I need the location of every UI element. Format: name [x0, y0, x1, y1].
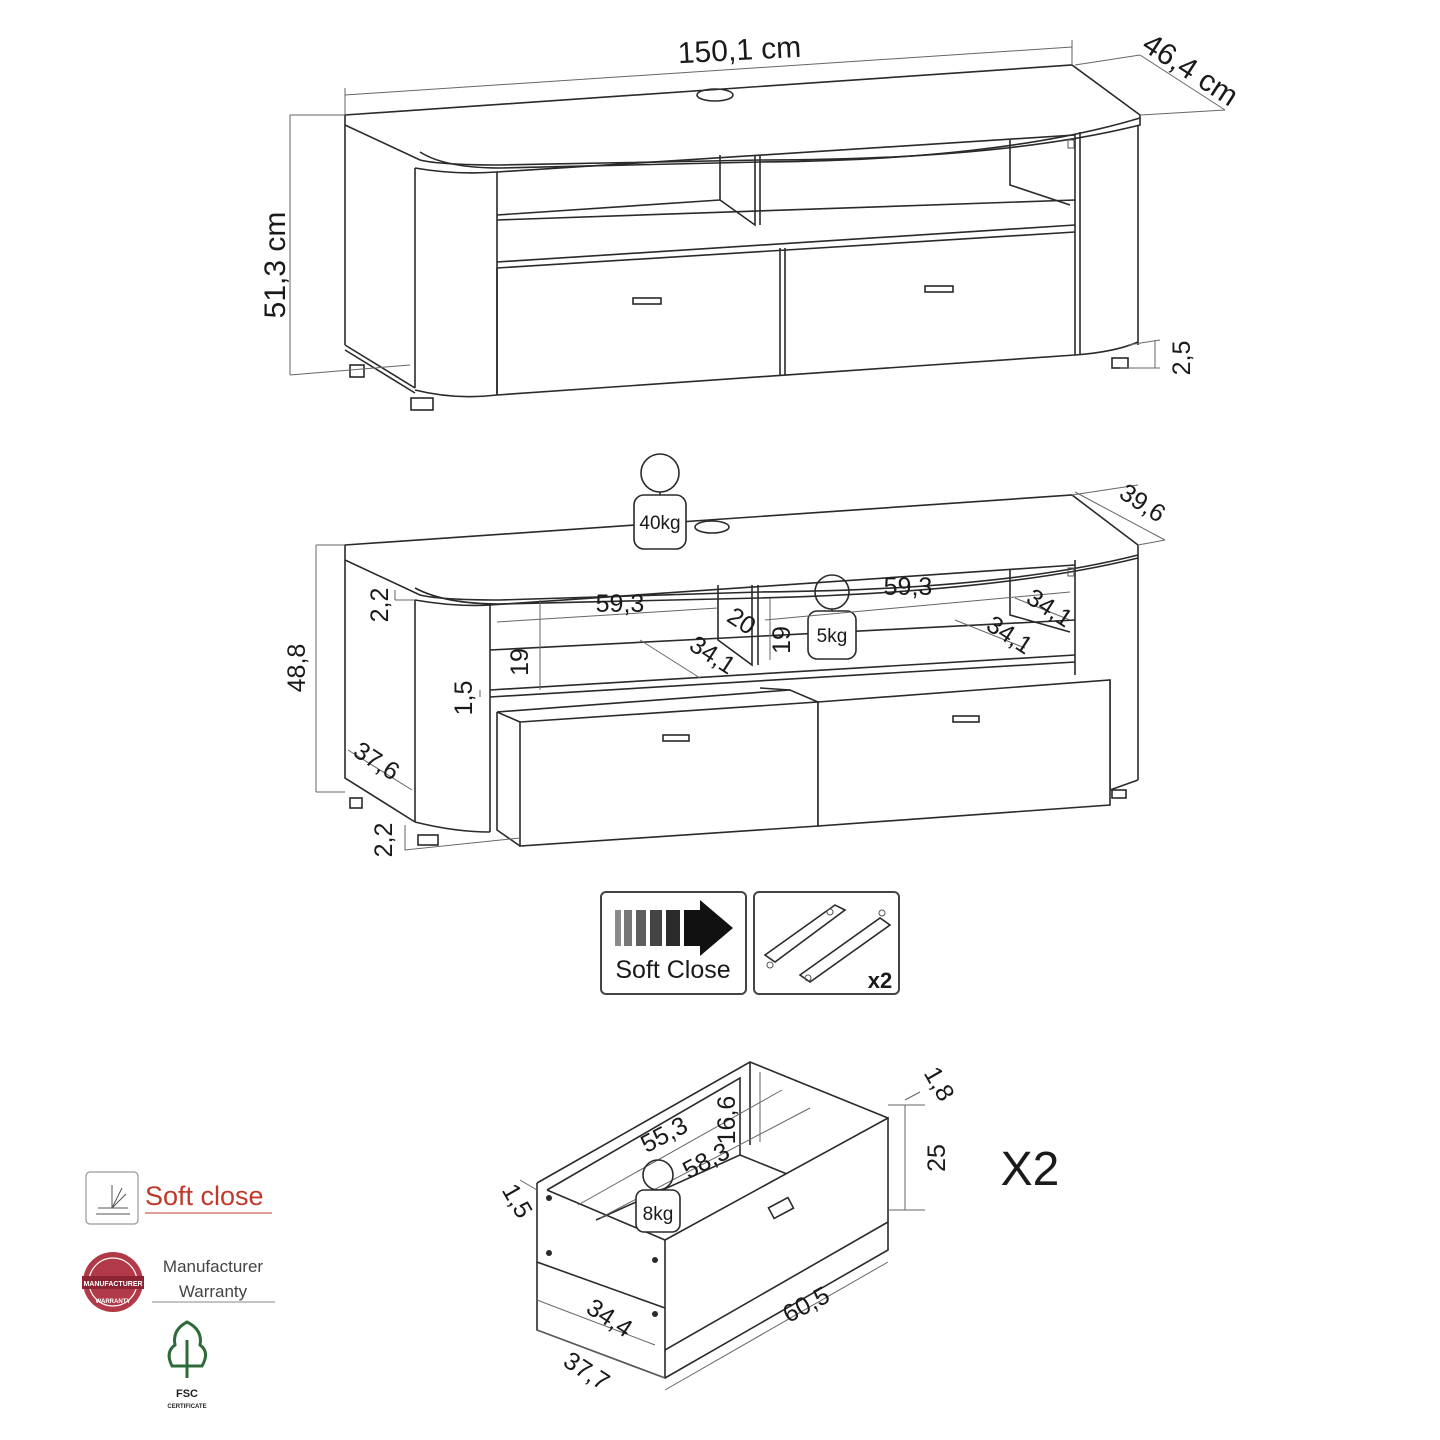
- fsc-sub-label: CERTIFICATE: [167, 1404, 207, 1410]
- top-slab: [345, 495, 1138, 600]
- badges: [82, 1172, 275, 1410]
- dim-leg-height: 2,5: [1168, 340, 1196, 376]
- dim-bottom-gap: 2,2: [370, 822, 398, 858]
- dim-depth: 46,4 cm: [1136, 27, 1244, 113]
- dim-compartment-right: 19: [768, 626, 796, 654]
- drawer-load-label: 8kg: [642, 1204, 674, 1225]
- dimensioned-tv-stand-view: [283, 454, 1170, 857]
- dim-drawer-inner-length: 55,3: [636, 1111, 693, 1159]
- dim-side-thickness: 1,5: [496, 1178, 538, 1224]
- feature-icons: [601, 892, 899, 994]
- drawer-multiplier: X2: [1000, 1143, 1060, 1196]
- foot: [411, 398, 433, 410]
- dim-front-height: 25: [923, 1144, 951, 1172]
- drawer-detail-view: [496, 1062, 1059, 1396]
- dim-drawer-inner-width: 34,4: [581, 1293, 638, 1344]
- dim-drawer-inner-height: 16,6: [713, 1095, 741, 1145]
- dim-width: 150,1 cm: [677, 30, 802, 71]
- seal-bottom-text: WARRANTY: [95, 1299, 131, 1305]
- soft-close-badge-label: Soft close: [145, 1181, 264, 1211]
- fsc-label: FSC: [176, 1388, 198, 1400]
- warranty-seal-icon: [82, 1252, 144, 1312]
- dim-drawer-outer-width: 37,7: [558, 1346, 615, 1397]
- dim-shelf-thickness: 1,5: [450, 680, 478, 716]
- drawer-front-left: [520, 702, 818, 846]
- foot: [350, 365, 364, 377]
- drawer-front-right: [818, 680, 1110, 826]
- weight-8kg-icon: [636, 1160, 680, 1232]
- load-top-label: 40kg: [639, 513, 681, 534]
- dim-divider-height: 20: [722, 601, 761, 641]
- dim-inner-depth: 37,6: [348, 736, 405, 787]
- dim-shelf-width-left: 59,3: [595, 590, 645, 618]
- dim-depth-2: 39,6: [1114, 478, 1171, 529]
- dim-shelf-depth-b: 34,1: [981, 610, 1038, 661]
- dim-compartment-left: 19: [506, 648, 534, 676]
- dim-shelf-depth-a: 34,1: [684, 630, 741, 681]
- drawer-handle: [633, 298, 661, 304]
- dim-front-thickness: 1,8: [918, 1061, 960, 1107]
- dim-height: 51,3 cm: [259, 211, 292, 319]
- dim-shelf-width-right: 59,3: [883, 573, 933, 601]
- dim-shelf-depth-c: 34,1: [1021, 583, 1078, 634]
- soft-close-feature-label: Soft Close: [615, 956, 731, 984]
- seal-top-text: MANUFACTURER: [83, 1281, 143, 1288]
- warranty-line2: Warranty: [178, 1282, 248, 1301]
- foot: [1112, 358, 1128, 368]
- fsc-tree-icon: [167, 1322, 206, 1410]
- weight-40kg-icon: [634, 454, 686, 549]
- dim-drawer-outer-length: 58,3: [678, 1137, 735, 1185]
- dim-height-2: 48,8: [283, 643, 311, 693]
- dim-top-thickness: 2,2: [366, 587, 394, 623]
- drawer-handle: [925, 286, 953, 292]
- warranty-line1: Manufacturer: [162, 1257, 264, 1276]
- rails-count-label: x2: [867, 968, 893, 993]
- top-slab: [345, 65, 1140, 165]
- load-shelf-label: 5kg: [816, 626, 848, 647]
- dim-drawer-front-width: 60,5: [778, 1281, 835, 1329]
- top-tv-stand-view: [259, 27, 1244, 410]
